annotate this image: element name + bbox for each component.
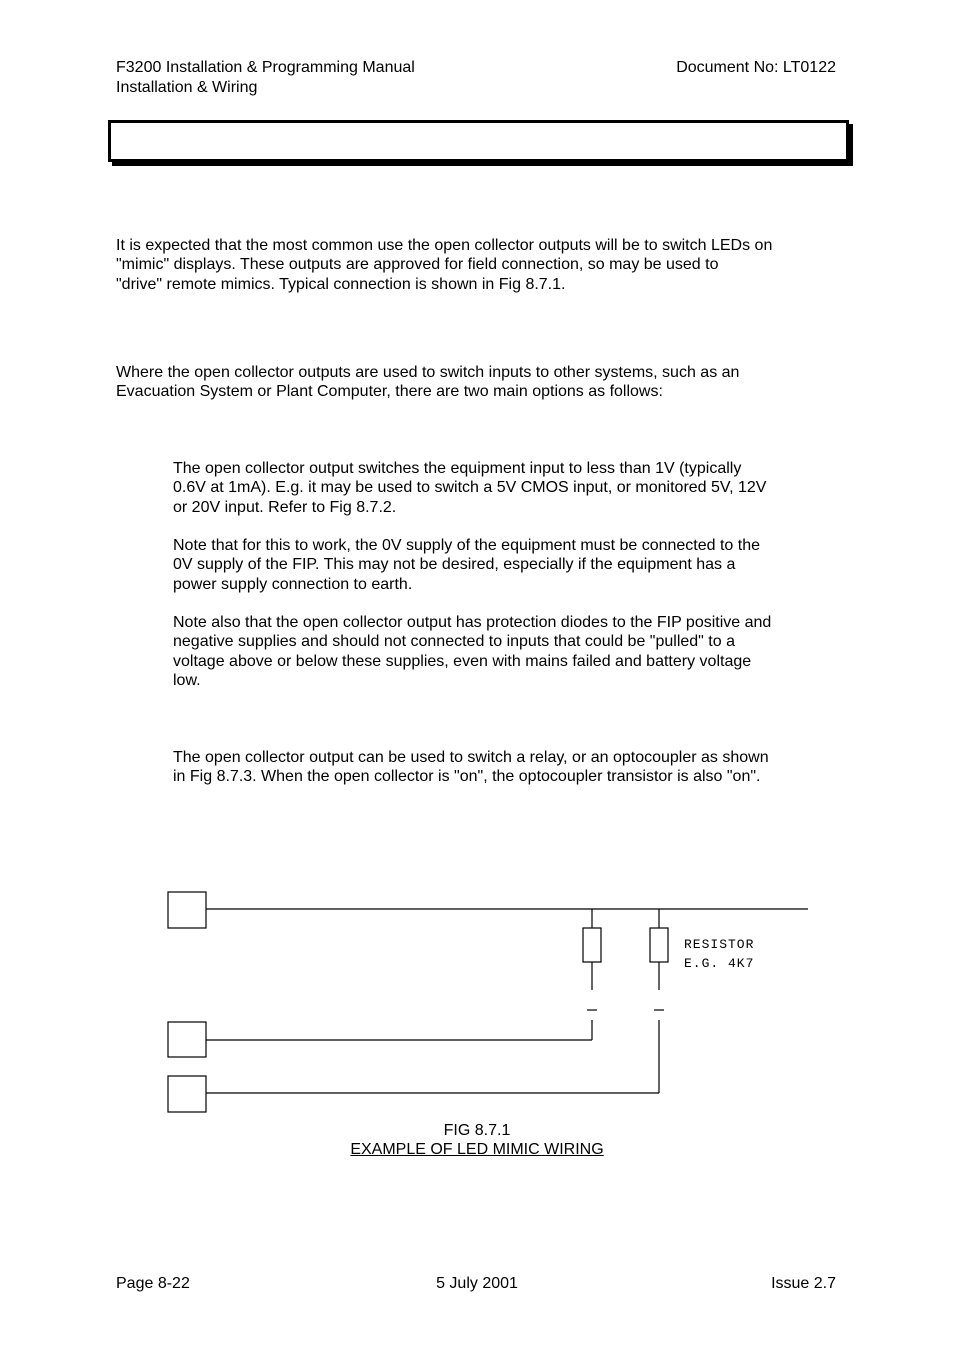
- terminal-box-supply: [168, 892, 206, 928]
- issue-number: Issue 2.7: [771, 1275, 836, 1292]
- terminal-box-output-2: [168, 1076, 206, 1112]
- figure-number: FIG 8.7.1: [443, 1122, 511, 1139]
- page-number: Page 8-22: [116, 1275, 190, 1292]
- resistor-label: RESISTOR: [684, 937, 755, 952]
- issue-date: 5 July 2001: [436, 1275, 518, 1292]
- resistor-2: [650, 928, 668, 962]
- paragraph-led-mimic: It is expected that the most common use the open collector outputs will be to switch LEDs on "mimic" displays. These outputs are approved for field connection, so may be used to "drive" remote mimics. Typical connection is shown in Fig 8.7.1.: [116, 237, 773, 293]
- figure-title-text: EXAMPLE OF LED MIMIC WIRING: [350, 1141, 604, 1158]
- manual-title: F3200 Installation & Programming Manual: [116, 59, 415, 76]
- terminal-box-output-1: [168, 1022, 206, 1057]
- paragraph-0v-note: Note that for this to work, the 0V supply of the equipment must be connected to the 0V supply of the FIP. This may not be desired, especially if the equipment has a power supply connection to earth.: [173, 537, 761, 593]
- paragraph-protection-note: Note also that the open collector output has protection diodes to the FIP positive and negative supplies and should not connected to inputs that could be "pulled" to a voltage above or below these supplies, even with mains failed and battery voltage low.: [173, 614, 772, 689]
- paragraph-option-2: The open collector output can be used to switch a relay, or an optocoupler as shown in Fig 8.7.3. When the open collector is "on", the optocoupler transistor is also "on".: [173, 749, 769, 786]
- section-name: Installation & Wiring: [116, 79, 258, 96]
- resistor-example-value: E.G. 4K7: [684, 956, 755, 971]
- figure-title: [0, 1140, 954, 1159]
- paragraph-option-1: The open collector output switches the equipment input to less than 1V (typically 0.6V at 1mA). E.g. it may be used to switch a 5V CMOS input, or monitored 5V, 12V or 20V input. Refer to Fig 8.7.2.: [173, 460, 767, 516]
- paragraph-switch-inputs: Where the open collector outputs are used to switch inputs to other systems, such as an Evacuation System or Plant Computer, there are two main options as follows:: [116, 364, 740, 401]
- document-number: Document No: LT0122: [676, 59, 836, 76]
- resistor-1: [583, 928, 601, 962]
